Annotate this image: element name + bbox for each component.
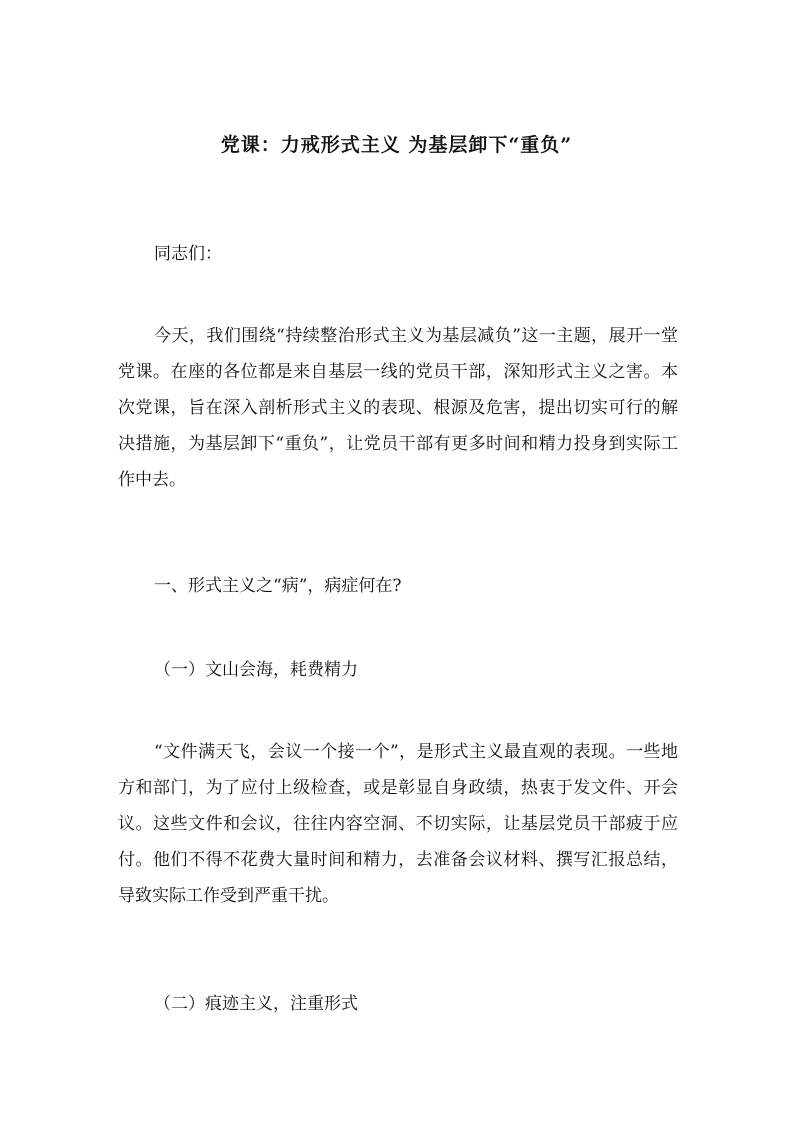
section-heading-1: 一、形式主义之“病”，病症何在? [154, 576, 402, 596]
subsection-body-1: “文件满天飞，会议一个接一个”，是形式主义最直观的表现。一些地方和部门，为了应付上级检查，或是彰显自身政绩，热衷于发文件、开会议。这些文件和会议，往往内容空洞、不切实际，让基层党员干部疲于应付。他们不得不花费大量时间和精力，去准备会议材料、撰写汇报总结，导致实际工作受到严重干扰。 [118, 742, 678, 906]
greeting-paragraph: 同志们： [154, 244, 222, 264]
subsection-heading-1: （一）文山会海，耗费精力 [154, 660, 358, 680]
subsection-heading-2: （二）痕迹主义，注重形式 [154, 994, 358, 1014]
intro-paragraph: 今天，我们围绕“持续整治形式主义为基层减负”这一主题，展开一堂党课。在座的各位都是来自基层一线的党员干部，深知形式主义之害。本次党课，旨在深入剖析形式主义的表现、根源及危害，提出切实可行的解决措施，为基层卸下“重负”，让党员干部有更多时间和精力投身到实际工作中去。 [118, 326, 678, 490]
document-title: 党课：力戒形式主义 为基层卸下“重负” [220, 134, 573, 156]
